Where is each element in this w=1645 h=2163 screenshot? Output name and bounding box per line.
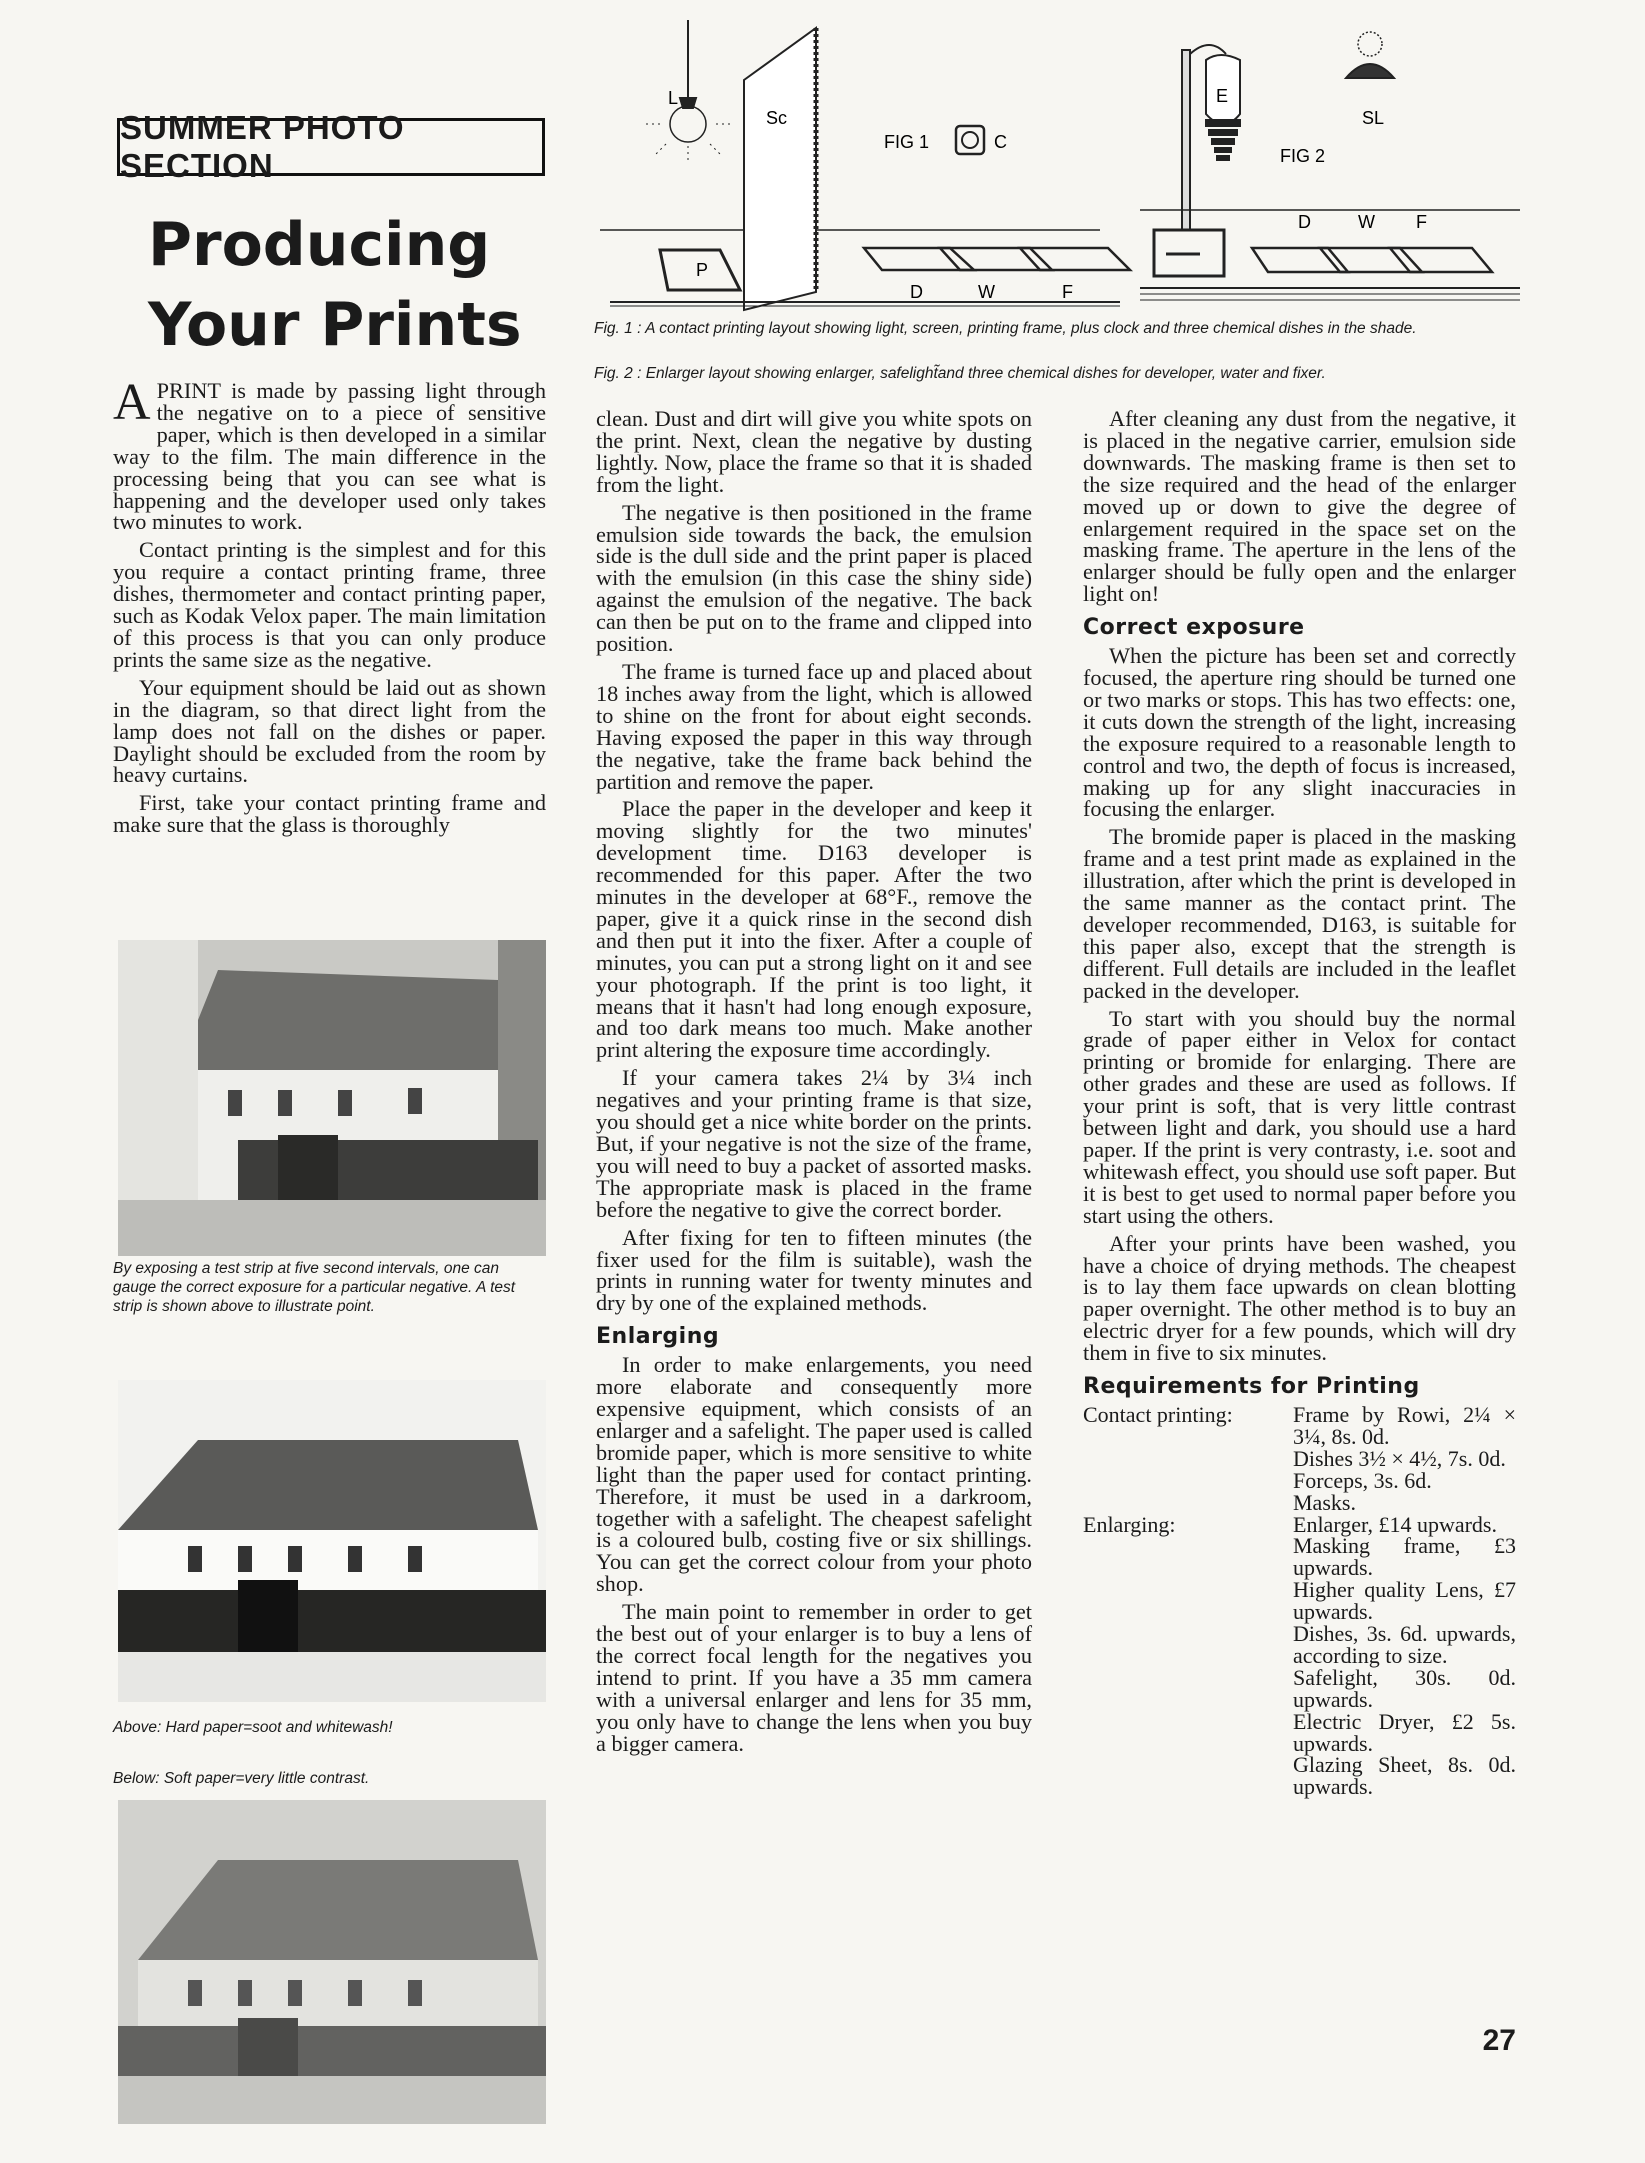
- fig1-label: FIG 1: [884, 132, 930, 152]
- col1-paragraph-3: Your equipment should be laid out as shown in the diagram, so that direct light from the lamp does not fall on the dishes or paper. Daylight should be excluded from the room by heavy curtains.: [113, 674, 546, 788]
- diagram-label-c: C: [994, 132, 1007, 152]
- diagram-label-w2: W: [1358, 212, 1375, 232]
- fig2-diagram: [1140, 32, 1520, 300]
- soft-paper-caption: Below: Soft paper=very little contrast.: [113, 1770, 370, 1787]
- fig1-caption-prefix: Fig. 1 :: [594, 320, 642, 337]
- col1-paragraph-2: Contact printing is the simplest and for this you require a contact printing frame, three dishes, thermometer and contact printing paper, such as Kodak Velox paper. The main limitation of this process is that you can only produce prints the same size as the negative.: [113, 537, 546, 672]
- col1-p1-text: is made by passing light through the negative on to a piece of sensitive paper, which is then developed in a similar way to the film. The main difference in the processing being that you can see what is happening and the developer used only takes two minutes to work.: [113, 378, 546, 535]
- fig2-caption-text: Enlarger layout showing enlarger, safelight̃and three chemical dishes for developer, water and fixer.: [645, 365, 1326, 382]
- title-line-2: Your Prints: [148, 290, 522, 360]
- req-contact-items: [1293, 1401, 1516, 1515]
- soft-paper-photo: [118, 1800, 546, 2124]
- fig2-caption-prefix: Fig. 2 :: [594, 365, 642, 382]
- col3-paragraph-5: After your prints have been washed, you have a choice of drying methods. The cheapest is to lay them face upwards on clean blotting paper overnight. The other method is to buy an electric dryer for a few pounds, which will dry them in five to six minutes.: [1083, 1230, 1516, 1366]
- req-item: Electric Dryer, £2 5s. upwards.: [1293, 1708, 1516, 1756]
- req-contact-label: Contact printing:: [1083, 1401, 1233, 1427]
- col3-paragraph-4: To start with you should buy the normal grade of paper either in Velox for contact printing or bromide for enlarging. There are other grades and these are used as follows. If your print is soft, that is very little contrast between light and dark, you should use a hard paper. If the print is very contrasty, i.e. soot and whitewash effect, you should use soft paper. But it is best to get used to normal paper before you start using the others.: [1083, 1005, 1516, 1228]
- diagram-label-f1: F: [1062, 282, 1073, 302]
- col1-paragraph-1: [113, 374, 546, 535]
- fig1-diagram: [600, 20, 1130, 310]
- hard-paper-photo: [118, 1380, 546, 1702]
- fig2-label: FIG 2: [1280, 146, 1326, 166]
- test-strip-caption: By exposing a test strip at five second intervals, one can gauge the correct exposure for a particular negative. A test strip is shown above to illustrate point.: [113, 1260, 516, 1315]
- req-item: Safelight, 30s. 0d. upwards.: [1293, 1664, 1516, 1712]
- req-item: Masks.: [1293, 1489, 1356, 1515]
- req-item: Masking frame, £3 upwards.: [1293, 1533, 1516, 1581]
- col3-paragraph-3: The bromide paper is placed in the masking frame and a test print made as explained in the illustration, after which the print is developed in the same manner as the contact print. The developer recommended, D163, is suitable for this paper also, except that the strength is different. Full details are included in the leaflet packed in the developer.: [1083, 824, 1516, 1003]
- darkroom-diagram: [600, 20, 1520, 316]
- req-enlarging-label: Enlarging:: [1083, 1511, 1176, 1537]
- heading-requirements: Requirements for Printing: [1083, 1374, 1420, 1400]
- col2-paragraph-7: In order to make enlargements, you need more elaborate and consequently more expensive equipment, which consists of an enlarger and a safelight. The paper used is called bromide paper, which is more sensitive to white light than the paper used for contact printing. Therefore, it must be used in a darkroom, together with a safelight. The cheapest safelight is a coloured bulb, costing five or six shillings. You can get the correct colour from your photo shop.: [596, 1352, 1032, 1597]
- lead-word: PRINT: [156, 378, 221, 403]
- column-1: [113, 374, 546, 842]
- diagram-label-e: E: [1216, 86, 1229, 106]
- diagram-label-p: P: [696, 260, 709, 280]
- heading-correct-exposure: Correct exposure: [1083, 615, 1305, 641]
- col1-paragraph-4: First, take your contact printing frame and make sure that the glass is thoroughly: [113, 790, 546, 838]
- title-line-1: Producing: [148, 210, 491, 280]
- req-item: Frame by Rowi, 2¼ × 3¼, 8s. 0d.: [1293, 1401, 1516, 1449]
- diagram-label-sc: Sc: [766, 108, 788, 128]
- req-item: Dishes, 3s. 6d. upwards, according to size.: [1293, 1621, 1516, 1668]
- section-label-box: [117, 109, 545, 184]
- page-number: 27: [1482, 2024, 1516, 2057]
- column-2: [596, 408, 1032, 1760]
- fig1-caption: [594, 319, 1516, 338]
- diagram-label-w1: W: [978, 282, 995, 302]
- diagram-label-sl: SL: [1362, 108, 1385, 128]
- req-item: Forceps, 3s. 6d.: [1293, 1467, 1432, 1493]
- req-item: Higher quality Lens, £7 upwards.: [1293, 1577, 1516, 1625]
- col2-paragraph-6: After fixing for ten to fifteen minutes (the fixer used for the film is suitable), wash the prints in running water for twenty minutes and dry by one of the explained methods.: [596, 1224, 1032, 1316]
- col2-paragraph-4: Place the paper in the developer and keep it moving slightly for the two minutes' development time. D163 developer is recommended for this paper. After the two minutes in the developer at 68°F., remove the paper, give it a quick rinse in the second dish and then put it into the fixer. After a couple of minutes, you can put a strong light on it and see your photograph. If the print is too light, it means that it hasn't had long enough exposure, and too dark means too much. Make another print altering the exposure time accordingly.: [596, 796, 1032, 1063]
- col2-paragraph-8: The main point to remember in order to get the best out of your enlarger is to buy a lens of the correct focal length for the negatives you intend to print. If you have a 35 mm camera with a universal enlarger and lens for 35 mm, you only have to change the lens when you buy a bigger camera.: [596, 1599, 1032, 1756]
- req-item: Enlarger, £14 upwards.: [1293, 1511, 1497, 1537]
- col2-paragraph-3: The frame is turned face up and placed about 18 inches away from the light, which is allowed to shine on the front for about eight seconds. Having exposed the paper in this way through the negative, take the frame back behind the partition and remove the paper.: [596, 658, 1032, 794]
- fig2-caption: [594, 364, 1516, 383]
- diagram-label-f2: F: [1416, 212, 1427, 232]
- col3-paragraph-2: When the picture has been set and correctly focused, the aperture ring should be turned one or two marks or stops. This has two effects: one, it cuts down the strength of the light, increasing the exposure required to a reasonable length to control and two, the depth of focus is increased, making up for any slight inaccuracies in focusing the enlarger.: [1083, 643, 1516, 822]
- requirements-list: [1083, 1401, 1516, 1800]
- drop-cap: A: [113, 374, 151, 431]
- section-label: SUMMER PHOTO SECTION: [120, 109, 405, 184]
- col3-paragraph-1: After cleaning any dust from the negative, it is placed in the negative carrier, emulsion side downwards. The masking frame is then set to the size required and the head of the enlarger moved up or down to give the degree of enlargement required in the space set on the masking frame. The aperture in the lens of the enlarger should be fully open and the enlarger light on!: [1083, 406, 1516, 607]
- col2-paragraph-1: clean. Dust and dirt will give you white spots on the print. Next, clean the negative by dusting lightly. Now, place the frame so that it is shaded from the light.: [596, 406, 1032, 497]
- diagram-label-d1: D: [910, 282, 923, 302]
- col2-paragraph-2: The negative is then positioned in the frame emulsion side towards the back, the emulsion side is the dull side and the print paper is placed with the emulsion (in this case the shiny side) against the emulsion of the negative. The back can then be put on to the frame and clipped into position.: [596, 499, 1032, 657]
- col2-paragraph-5: If your camera takes 2¼ by 3¼ inch negatives and your printing frame is that size, you should get a nice white border on the prints. But, if your negative is not the size of the frame, you will need to buy a packet of assorted masks. The appropriate mask is placed in the frame before the negative to give the correct border.: [596, 1065, 1032, 1222]
- diagram-label-d2: D: [1298, 212, 1311, 232]
- hard-paper-caption: Above: Hard paper=soot and whitewash!: [113, 1719, 393, 1736]
- column-3: [1083, 408, 1516, 1798]
- test-strip-photo: [118, 940, 546, 1256]
- req-item: Dishes 3½ × 4½, 7s. 0d.: [1293, 1445, 1506, 1471]
- article-title: [148, 205, 522, 365]
- req-item: Glazing Sheet, 8s. 0d. upwards.: [1293, 1752, 1516, 1800]
- heading-enlarging: Enlarging: [596, 1324, 720, 1350]
- fig1-caption-text: A contact printing layout showing light, screen, printing frame, plus clock and three chemical dishes in the shade.: [645, 320, 1417, 337]
- diagram-label-l: L: [668, 88, 679, 108]
- req-enlarging-items: [1293, 1511, 1516, 1800]
